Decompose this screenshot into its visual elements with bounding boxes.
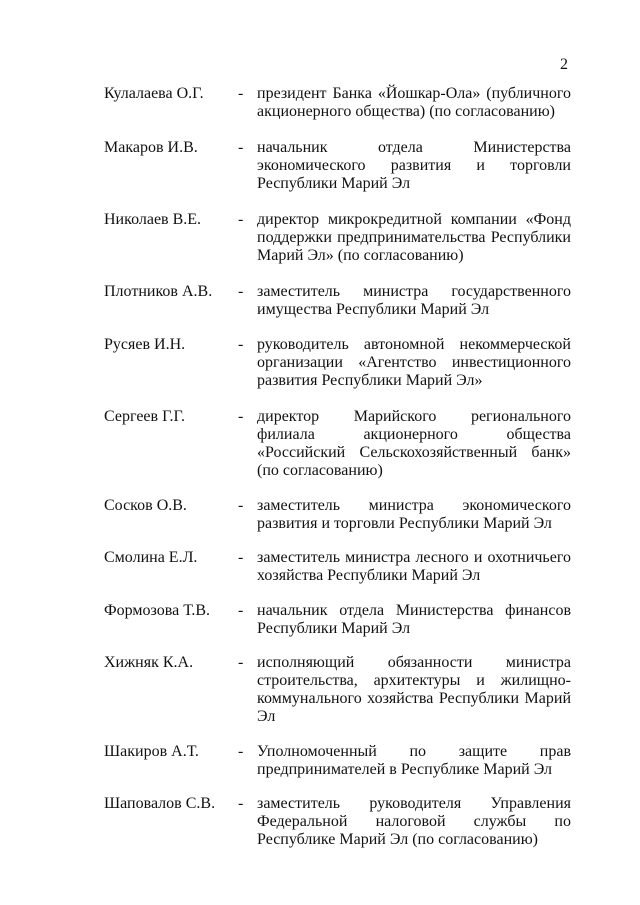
member-role: директор Марийского регионального филиала акционерного общества «Российский Сельскохозяйственный банк» (по согласованию) <box>257 408 571 479</box>
member-name: Сергеев Г.Г. <box>104 408 185 425</box>
member-role: заместитель министра государственного имущества Республики Марий Эл <box>257 283 571 318</box>
member-entry <box>0 211 640 265</box>
member-name: Сосков О.В. <box>104 497 187 514</box>
member-role: заместитель руководителя Управления Федеральной налоговой службы по Республике Марий Эл (по согласованию) <box>257 795 571 848</box>
member-dash: - <box>238 85 244 102</box>
member-list <box>0 85 640 849</box>
member-dash: - <box>238 336 244 353</box>
member-dash: - <box>238 497 244 514</box>
member-role: заместитель министра экономического развития и торговли Республики Марий Эл <box>257 497 571 532</box>
member-entry <box>0 549 640 585</box>
member-entry <box>0 497 640 533</box>
member-dash: - <box>238 211 244 228</box>
member-role: руководитель автономной некоммерческой организации «Агентство инвестиционного развития Республики Марий Эл» <box>257 336 571 389</box>
member-role: начальник отдела Министерства финансов Республики Марий Эл <box>257 602 571 637</box>
member-entry <box>0 336 640 390</box>
member-name: Русяев И.Н. <box>104 336 186 353</box>
member-name: Шакиров А.Т. <box>104 743 199 760</box>
member-entry <box>0 408 640 480</box>
member-entry <box>0 283 640 319</box>
member-role: начальник отдела Министерства экономического развития и торговли Республики Марий Эл <box>257 139 571 192</box>
member-dash: - <box>238 743 244 760</box>
member-role: Уполномоченный по защите прав предпринимателей в Республике Марий Эл <box>257 743 571 778</box>
member-name: Смолина Е.Л. <box>104 549 198 566</box>
member-role: президент Банка «Йошкар-Ола» (публичного акционерного общества) (по согласованию) <box>257 85 571 120</box>
member-name: Николаев В.Е. <box>104 211 202 228</box>
member-entry <box>0 85 640 121</box>
member-dash: - <box>238 549 244 566</box>
member-dash: - <box>238 795 244 812</box>
member-name: Формозова Т.В. <box>104 602 211 619</box>
member-entry <box>0 602 640 638</box>
member-entry <box>0 139 640 193</box>
member-dash: - <box>238 654 244 671</box>
member-dash: - <box>238 283 244 300</box>
member-entry <box>0 743 640 779</box>
member-name: Плотников А.В. <box>104 283 213 300</box>
member-dash: - <box>238 408 244 425</box>
member-entry <box>0 795 640 849</box>
member-dash: - <box>238 139 244 156</box>
member-name: Хижняк К.А. <box>104 654 194 671</box>
page-number: 2 <box>560 56 568 73</box>
member-name: Макаров И.В. <box>104 139 198 156</box>
member-entry <box>0 654 640 726</box>
member-role: исполняющий обязанности министра строительства, архитектуры и жилищно-коммунального хозяйства Республики Марий Эл <box>257 654 571 725</box>
member-name: Шаповалов С.В. <box>104 795 216 812</box>
member-name: Кулалаева О.Г. <box>104 85 204 102</box>
member-role: заместитель министра лесного и охотничьего хозяйства Республики Марий Эл <box>257 549 571 584</box>
member-dash: - <box>238 602 244 619</box>
member-role: директор микрокредитной компании «Фонд поддержки предпринимательства Республики Марий Эл» (по согласованию) <box>257 211 571 264</box>
